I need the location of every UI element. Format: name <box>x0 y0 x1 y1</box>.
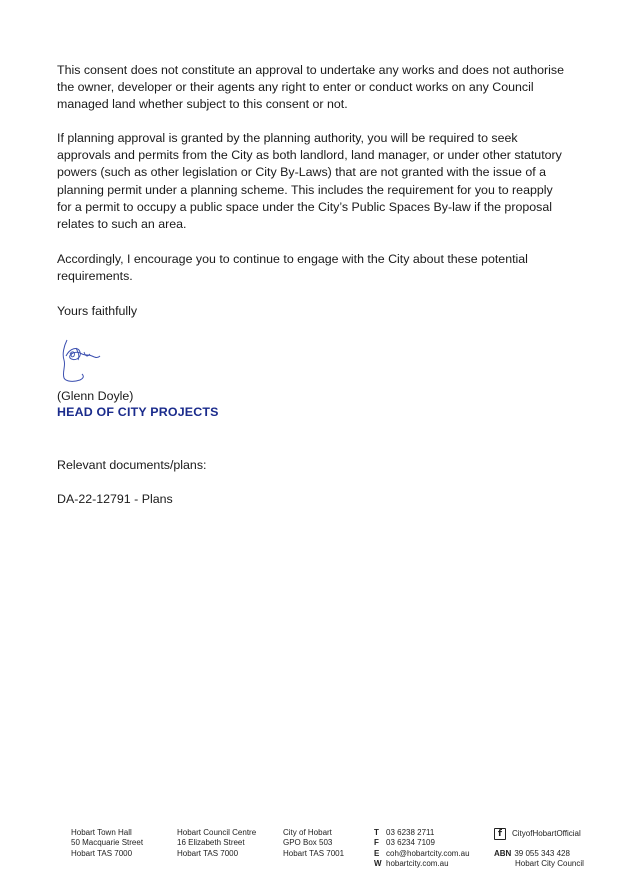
paragraph-consent: This consent does not constitute an approval to undertake any works and does not authorise the owner, developer or their agents any right to enter or conduct works on any Council managed land whether subject to this consent or not. <box>57 63 564 112</box>
facebook-icon: f <box>494 828 506 840</box>
paragraph-approvals: If planning approval is granted by the planning authority, you will be required to seek approvals and permits from the City as both landlord, land manager, or under other statutory powers (such as other legislation or City By-Laws) that are not granted with the issue of a planning permit under a planning scheme. This includes the requirement for you to reapply for a permit to occupy a public space under the City’s Public Spaces By-law if the proposal relates to such an area. <box>57 131 562 232</box>
contact-email[interactable]: E coh@hobartcity.com.au <box>374 848 470 858</box>
footer-social-abn <box>494 828 584 870</box>
contact-fax: F 03 6234 7109 <box>374 838 435 848</box>
footer-line: Hobart TAS 7000 <box>71 848 133 858</box>
sign-off: Yours faithfully <box>57 304 138 318</box>
facebook-link[interactable] <box>494 828 584 840</box>
footer-contacts <box>374 828 470 869</box>
signatory-name: (Glenn Doyle) <box>57 389 134 403</box>
footer-line: 50 Macquarie Street <box>71 838 144 848</box>
footer-line: Hobart Town Hall <box>71 828 132 837</box>
footer-line: Hobart TAS 7000 <box>177 848 239 858</box>
footer-council-centre-address <box>177 828 256 859</box>
signature-icon <box>58 336 102 384</box>
footer-line: 16 Elizabeth Street <box>177 838 245 848</box>
contact-phone: T 03 6238 2711 <box>374 828 435 837</box>
footer-line: City of Hobart <box>283 828 332 837</box>
abn-line: ABN 39 055 343 428 <box>494 849 570 858</box>
footer-line: GPO Box 503 <box>283 838 333 848</box>
footer-town-hall-address <box>71 828 143 859</box>
relevant-documents-label: Relevant documents/plans: <box>57 458 207 472</box>
footer-postal-address <box>283 828 344 859</box>
abn-name: Hobart City Council <box>515 859 584 869</box>
footer-line: Hobart Council Centre <box>177 828 257 837</box>
relevant-document-item: DA-22-12791 - Plans <box>57 492 173 506</box>
contact-website[interactable]: W hobartcity.com.au <box>374 858 449 868</box>
signatory-title: HEAD OF CITY PROJECTS <box>57 405 219 419</box>
footer-line: Hobart TAS 7001 <box>283 848 345 858</box>
paragraph-engage: Accordingly, I encourage you to continue to engage with the City about these potential requirements. <box>57 252 528 284</box>
facebook-handle: CityofHobartOfficial <box>512 828 581 838</box>
